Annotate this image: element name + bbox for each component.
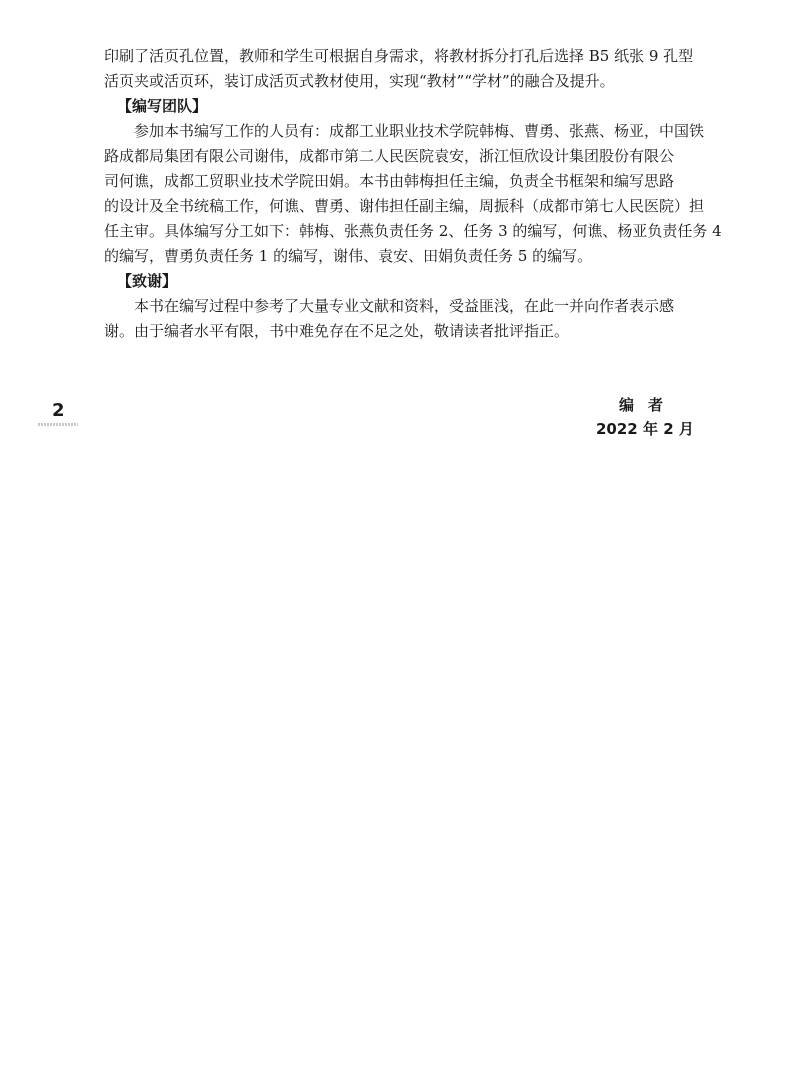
team-section — [104, 94, 722, 269]
team-line-5: 任主审。具体编写分工如下：韩梅、张燕负责任务 2、任务 3 的编写，何谯、杨亚负责任务 4 — [104, 222, 722, 240]
thanks-line-1: 本书在编写过程中参考了大量专业文献和资料，受益匪浅，在此一并向作者表示感 — [134, 297, 675, 315]
intro-paragraph — [104, 44, 718, 94]
signature-date: 2022 年 2 月 — [596, 420, 694, 438]
team-heading: 【编写团队】 — [117, 97, 208, 115]
team-line-3: 司何谯，成都工贸职业技术学院田娟。本书由韩梅担任主编，负责全书框架和编写思路 — [104, 172, 675, 190]
team-line-1: 参加本书编写工作的人员有：成都工业职业技术学院韩梅、曹勇、张燕、杨亚，中国铁 — [134, 122, 705, 140]
team-line-4: 的设计及全书统稿工作，何谯、曹勇、谢伟担任副主编，周振科（成都市第七人民医院）担 — [104, 197, 705, 215]
team-line-6: 的编写，曹勇负责任务 1 的编写，谢伟、袁安、田娟负责任务 5 的编写。 — [104, 247, 593, 265]
signature-editor: 编者 — [619, 396, 678, 414]
intro-line-2: 活页夹或活页环，装订成活页式教材使用，实现“教材”“学材”的融合及提升。 — [104, 72, 615, 90]
page-number-rule — [38, 423, 78, 426]
page-number: 2 — [52, 400, 65, 421]
thanks-heading: 【致谢】 — [117, 272, 178, 290]
intro-line-1: 印刷了活页孔位置，教师和学生可根据自身需求，将教材拆分打孔后选择 B5 纸张 9 孔型 — [104, 47, 694, 65]
team-line-2: 路成都局集团有限公司谢伟，成都市第二人民医院袁安，浙江恒欣设计集团股份有限公 — [104, 147, 675, 165]
thanks-section — [104, 269, 718, 344]
thanks-line-2: 谢。由于编者水平有限，书中难免存在不足之处，敬请读者批评指正。 — [104, 322, 570, 340]
